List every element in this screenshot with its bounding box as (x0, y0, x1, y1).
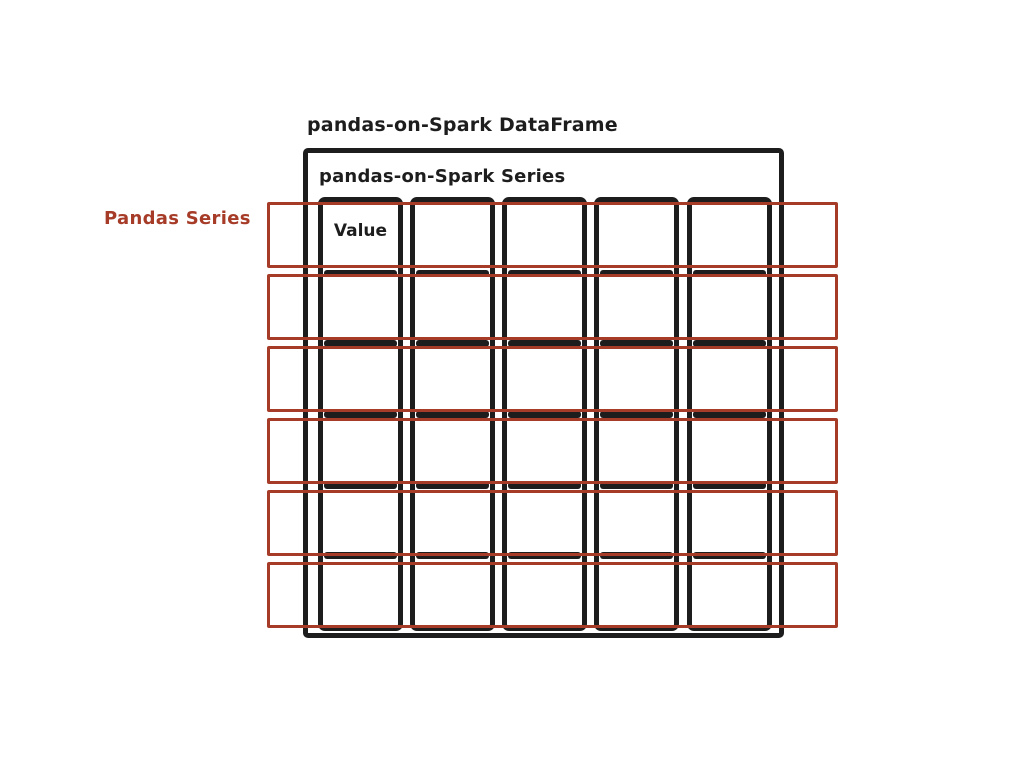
spark-series-column (502, 197, 587, 631)
series-cell (692, 414, 767, 485)
series-cell (692, 202, 767, 273)
series-cell (599, 555, 674, 626)
spark-series-column (318, 197, 403, 631)
series-cell (415, 273, 490, 344)
series-cell (415, 555, 490, 626)
series-cell (507, 273, 582, 344)
pandas-series-label: Pandas Series (104, 208, 251, 229)
spark-series-column (410, 197, 495, 631)
series-cell (599, 485, 674, 556)
series-cell (599, 414, 674, 485)
dataframe-title: pandas-on-Spark DataFrame (307, 114, 618, 136)
series-cell (599, 273, 674, 344)
spark-series-column (687, 197, 772, 631)
series-cell (692, 273, 767, 344)
series-cell (415, 485, 490, 556)
series-cell (323, 414, 398, 485)
series-cell (507, 414, 582, 485)
series-cell (507, 343, 582, 414)
spark-series-label: pandas-on-Spark Series (319, 166, 566, 187)
series-cell (692, 485, 767, 556)
series-cell (323, 343, 398, 414)
series-cell (507, 555, 582, 626)
series-cell (599, 343, 674, 414)
series-cell (507, 485, 582, 556)
series-cell (415, 414, 490, 485)
series-cell (599, 202, 674, 273)
series-cell (507, 202, 582, 273)
cell-value-label: Value (333, 221, 388, 241)
series-cell (692, 343, 767, 414)
series-cell (323, 485, 398, 556)
spark-series-column (594, 197, 679, 631)
series-cell (415, 202, 490, 273)
series-cell (323, 202, 398, 273)
series-cell (323, 555, 398, 626)
series-cell (692, 555, 767, 626)
series-cell (323, 273, 398, 344)
series-cell (415, 343, 490, 414)
